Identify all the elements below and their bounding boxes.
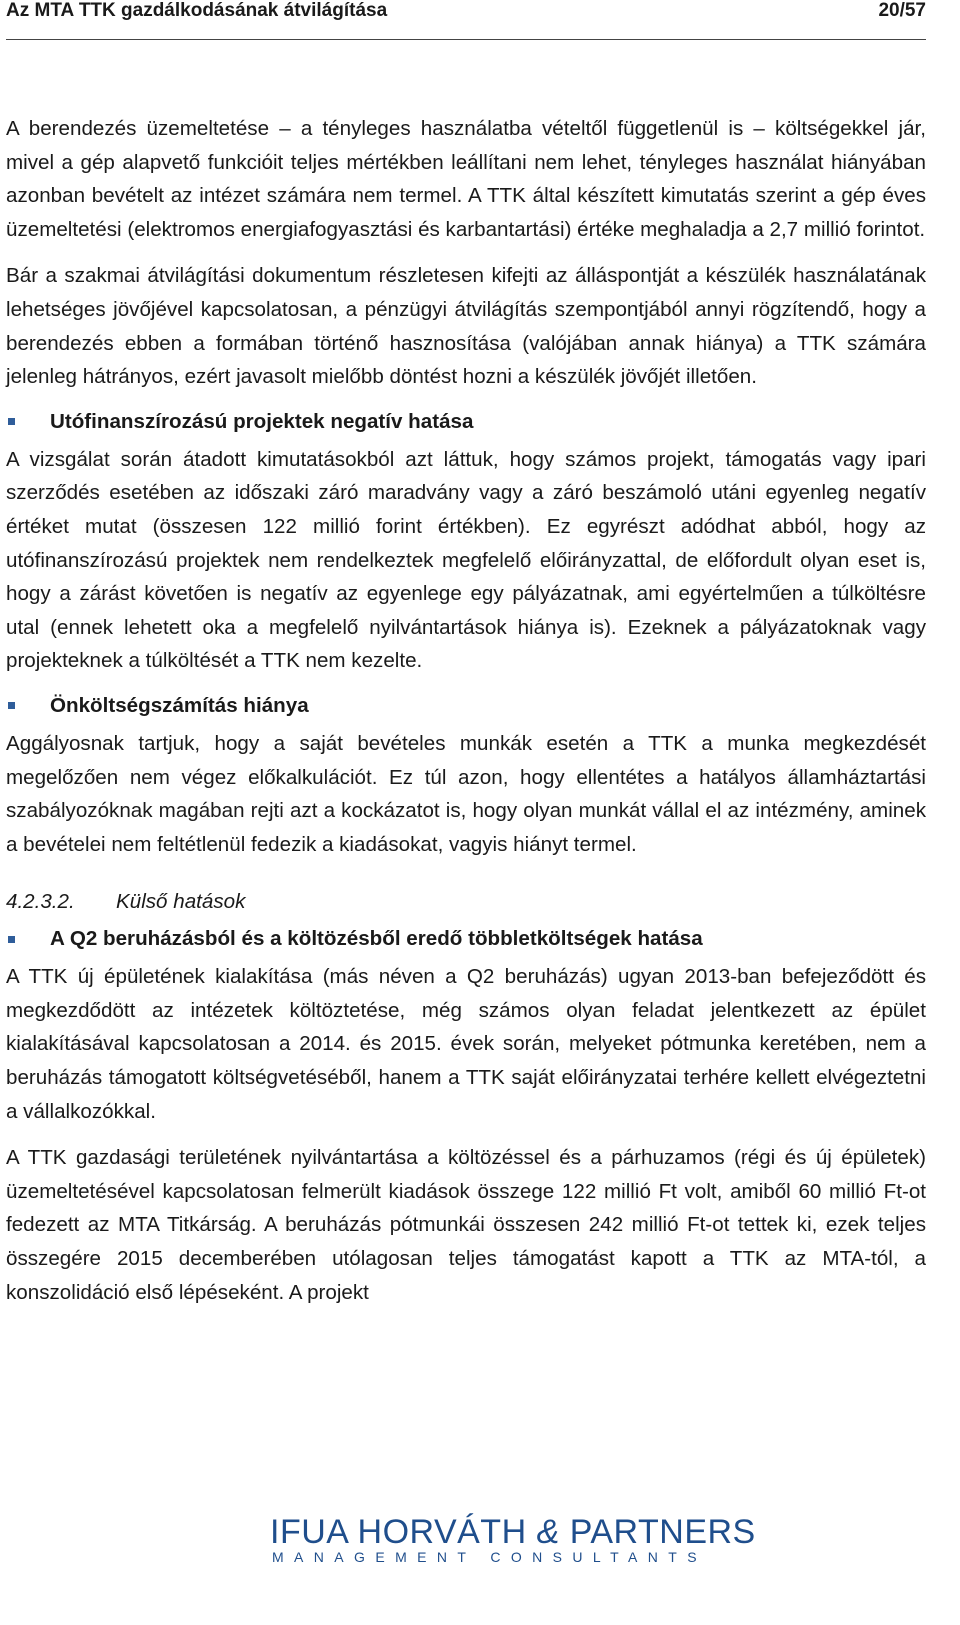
document-title: Az MTA TTK gazdálkodásának átvilágítása — [6, 0, 388, 21]
subsection-title: Külső hatások — [116, 890, 246, 914]
heading-text: Utófinanszírozású projektek negatív hatása — [50, 409, 474, 433]
square-bullet-icon — [8, 702, 15, 709]
paragraph-operating-costs: A berendezés üzemeltetése – a tényleges használatba vételtől függetlenül is – költségekkel jár, mivel a gép alapvető funkcióit teljes mértékben leállítani nem lehet, tényleges használat hiányában azonban bevételt az intézet számára nem termel. A TTK által készített kimutatás szerint a gép éves üzemeltetési (elektromos energiafogyasztási és karbantartási) értéke meghaladja a 2,7 millió forintot. — [6, 117, 926, 241]
logo-wordmark: IFUA HORVÁTH & PARTNERS — [270, 1513, 756, 1551]
square-bullet-icon — [8, 418, 15, 425]
logo-ampersand: & — [536, 1513, 560, 1551]
subsection-heading — [6, 887, 926, 917]
subsection-number: 4.2.3.2. — [6, 890, 75, 914]
paragraph-negative-balances: A vizsgálat során átadott kimutatásokból azt láttuk, hogy számos projekt, támogatás vagy ipari szerződés esetében az időszaki záró maradvány vagy a záró beszámoló utáni egyenleg negatív értéket mutat (összesen 122 millió forint értékben). Ez egyrészt adódhat abból, hogy az utófinanszírozású projektek nem rendelkeztek megfelelő előirányzattal, de előfordult olyan eset is, hogy a zárást követően is negatív az egyenlege egy pályázatnak, ami egyértelműen a túlköltésre utal (ennek lehetett oka a megfelelő nyilvántartások hiánya is). Ezeknek a pályázatoknak vagy projekteknek a túlköltését a TTK nem kezelte. — [6, 447, 926, 673]
page-header — [6, 0, 926, 40]
heading-text: Önköltségszámítás hiánya — [50, 693, 309, 717]
paragraph-financial-review: Bár a szakmai átvilágítási dokumentum részletesen kifejti az álláspontját a készülék használatának lehetséges jövőjével kapcsolatosan, a pénzügyi átvilágítás szempontjából annyi rögzítendő, hogy a berendezés ebben a formában történő hasznosítása (valójában annak hiánya) a TTK számára jelenleg hátrányos, ezért javasolt mielőbb döntést hozni a készülék jövőjét illetően. — [6, 264, 926, 389]
square-bullet-icon — [8, 936, 15, 943]
heading-q2-investment — [6, 924, 926, 954]
page-number: 20/57 — [878, 0, 926, 21]
heading-post-financing — [6, 407, 926, 437]
paragraph-moving-costs: A TTK gazdasági területének nyilvántartása a költözéssel és a párhuzamos (régi és új épületek) üzemeltetésével kapcsolatosan felmerült kiadások összege 122 millió Ft volt, amiből 60 millió Ft-ot fedezett az MTA Titkárság. A beruházás pótmunkái összesen 242 millió Ft-ot tettek ki, ezek teljes összegére 2015 decemberében utólagosan teljes támogatást kapott a TTK az MTA-tól, a konszolidáció első lépéseként. A projekt — [6, 1146, 926, 1304]
logo-tagline: MANAGEMENT CONSULTANTS — [272, 1549, 707, 1565]
document-body — [6, 112, 926, 1322]
paragraph-q2-building: A TTK új épületének kialakítása (más néven a Q2 beruházás) ugyan 2013-ban befejeződött és megkezdődött az intézetek költöztetése, még számos olyan feladat jelentkezett az épület kialakításával kapcsolatosan a 2014. és 2015. évek során, melyeket pótmunka keretében, nem a beruházás támogatott költségvetéséből, hanem a TTK saját előirányzatai terhére kellett elvégeztetni a vállalkozókkal. — [6, 965, 926, 1123]
heading-text: A Q2 beruházásból és a költözésből eredő többletköltségek hatása — [50, 927, 703, 951]
heading-cost-calculation — [6, 691, 926, 721]
paragraph-precalculation: Aggályosnak tartjuk, hogy a saját bevételes munkák esetén a TTK a munka megkezdését megelőzően nem végez előkalkulációt. Ez túl azon, hogy ellentétes a hatályos államháztartási szabályozóknak magában rejti azt a kockázatot is, hogy olyan munkát vállal el az intézmény, aminek a bevételei nem feltétlenül fedezik a kiadásokat, vagyis hiányt termel. — [6, 731, 926, 856]
company-logo — [270, 1513, 756, 1565]
